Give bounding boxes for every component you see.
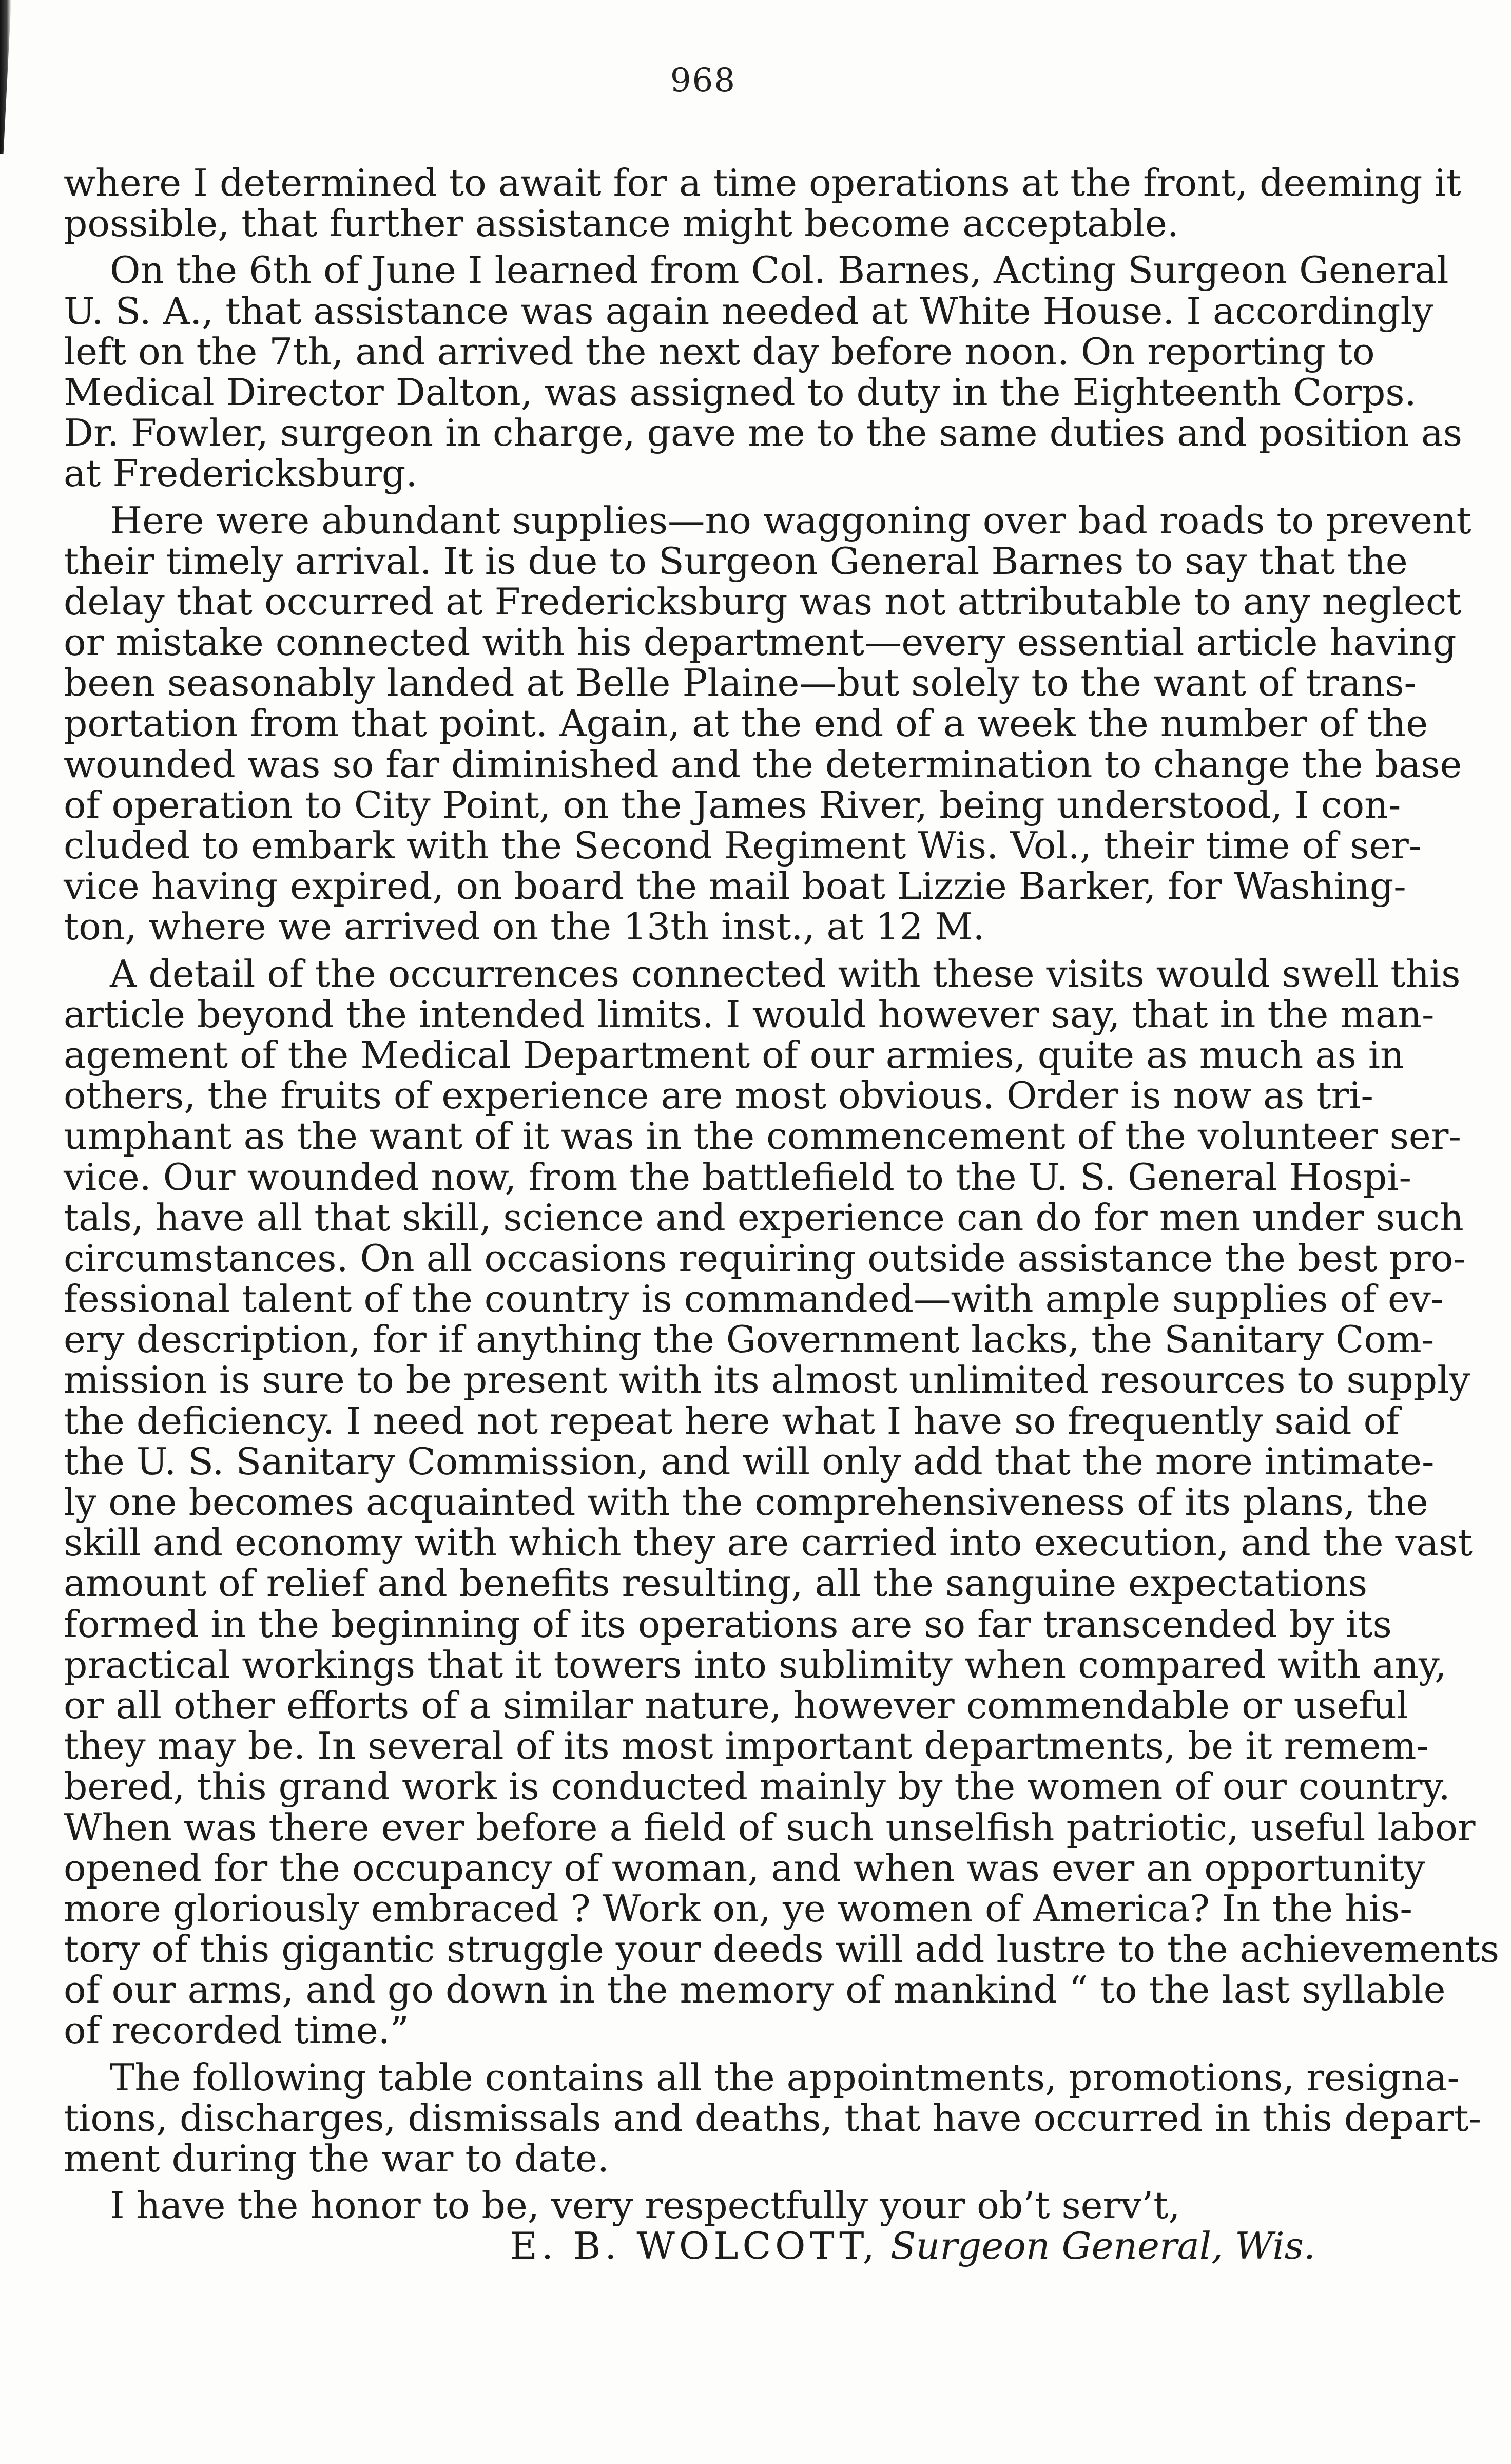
text-line: mission is sure to be present with its almost unlimited resources to supply [64, 1359, 1470, 1402]
text-line: vice having expired, on board the mail boat Lizzie Barker, for Washing- [64, 865, 1406, 909]
text-line: On the 6th of June I learned from Col. Barnes, Acting Surgeon General [110, 249, 1449, 293]
text-line: circumstances. On all occasions requiring outside assistance the best pro- [64, 1237, 1466, 1280]
text-line: formed in the beginning of its operations are so far transcended by its [64, 1603, 1392, 1646]
page-number: 968 [670, 62, 737, 100]
body-paragraph [64, 162, 1461, 246]
signature-title: Surgeon General, Wis. [890, 2225, 1315, 2268]
text-line: amount of relief and benefits resulting, all the sanguine expectations [64, 1562, 1368, 1606]
document-body [64, 162, 1500, 2268]
text-line: A detail of the occurrences connected with these visits would swell this [110, 952, 1461, 996]
text-line: others, the fruits of experience are most obvious. Order is now as tri- [64, 1074, 1373, 1118]
text-line: tory of this gigantic struggle your deeds will add lustre to the achievements [64, 1928, 1500, 1972]
text-line: ery description, for if anything the Government lacks, the Sanitary Com- [64, 1318, 1435, 1362]
text-line: The following table contains all the appointments, promotions, resigna- [110, 2056, 1460, 2100]
text-line: of recorded time.” [64, 2009, 409, 2053]
text-line: wounded was so far diminished and the determination to change the base [64, 743, 1462, 786]
text-line: bered, this grand work is conducted mainly by the women of our country. [64, 1765, 1450, 1809]
text-line: where I determined to await for a time operations at the front, deeming it [64, 162, 1461, 205]
text-line: Dr. Fowler, surgeon in charge, gave me to the same duties and position as [64, 412, 1463, 455]
text-line: cluded to embark with the Second Regiment Wis. Vol., their time of ser- [64, 824, 1422, 868]
text-line: umphant as the want of it was in the commencement of the volunteer ser- [64, 1115, 1461, 1159]
text-line: portation from that point. Again, at the end of a week the number of the [64, 702, 1428, 746]
body-paragraph [64, 2056, 1482, 2181]
text-line: or all other efforts of a similar nature, however commendable or useful [64, 1684, 1409, 1727]
text-line: opened for the occupancy of woman, and when was ever an opportunity [64, 1846, 1425, 1890]
text-line: delay that occurred at Fredericksburg was not attributable to any neglect [64, 580, 1462, 624]
text-line: their timely arrival. It is due to Surgeon General Barnes to say that the [64, 540, 1408, 583]
text-line: tals, have all that skill, science and experience can do for men under such [64, 1196, 1464, 1240]
text-line: left on the 7th, and arrived the next day before noon. On reporting to [64, 330, 1375, 374]
body-paragraph [64, 952, 1500, 2053]
text-line: been seasonably landed at Belle Plaine—but solely to the want of trans- [64, 662, 1417, 705]
text-line: tions, discharges, dismissals and deaths, that have occurred in this depart- [64, 2096, 1482, 2140]
text-line: or mistake connected with his department—every essential article having [64, 621, 1457, 665]
closing-salutation [64, 2186, 1336, 2226]
text-line: When was there ever before a field of such unselfish patriotic, useful labor [64, 1806, 1476, 1850]
text-line: ly one becomes acquainted with the comprehensiveness of its plans, the [64, 1481, 1428, 1524]
text-line: Medical Director Dalton, was assigned to duty in the Eighteenth Corps. [64, 371, 1417, 414]
text-line: the U. S. Sanitary Commission, and will only add that the more intimate- [64, 1440, 1435, 1484]
text-line: Here were abundant supplies—no waggoning over bad roads to prevent [110, 499, 1471, 543]
text-line: agement of the Medical Department of our armies, quite as much as in [64, 1033, 1404, 1077]
signature-block [64, 2226, 1336, 2267]
text-line: at Fredericksburg. [64, 452, 418, 496]
text-line: practical workings that it towers into sublimity when compared with any, [64, 1643, 1447, 1687]
text-line: ton, where we arrived on the 13th inst., at 12 M. [64, 906, 985, 949]
text-line: article beyond the intended limits. I would however say, that in the man- [64, 993, 1435, 1036]
page-edge-mark [0, 0, 11, 154]
text-line: vice. Our wounded now, from the battlefield to the U. S. General Hospi- [64, 1156, 1411, 1199]
text-line: of our arms, and go down in the memory of mankind “ to the last syllable [64, 1969, 1446, 2012]
text-line: possible, that further assistance might become acceptable. [64, 202, 1179, 246]
signature-name: E. B. WOLCOTT, [510, 2225, 879, 2268]
body-paragraph [64, 499, 1471, 949]
text-line: they may be. In several of its most important departments, be it remem- [64, 1725, 1429, 1768]
text-line: of operation to City Point, on the James River, being understood, I con- [64, 783, 1401, 827]
text-line: U. S. A., that assistance was again needed at White House. I accordingly [64, 290, 1433, 333]
text-line: ment during the war to date. [64, 2138, 609, 2181]
closing-line: I have the honor to be, very respectfully your ob’t serv’t, [110, 2184, 1180, 2228]
text-line: more gloriously embraced ? Work on, ye women of America? In the his- [64, 1887, 1412, 1931]
text-line: skill and economy with which they are carried into execution, and the vast [64, 1522, 1473, 1565]
text-line: the deficiency. I need not repeat here what I have so frequently said of [64, 1399, 1400, 1443]
paragraph-list [64, 162, 1500, 2186]
body-paragraph [64, 249, 1463, 496]
text-line: fessional talent of the country is commanded—with ample supplies of ev- [64, 1278, 1444, 1321]
